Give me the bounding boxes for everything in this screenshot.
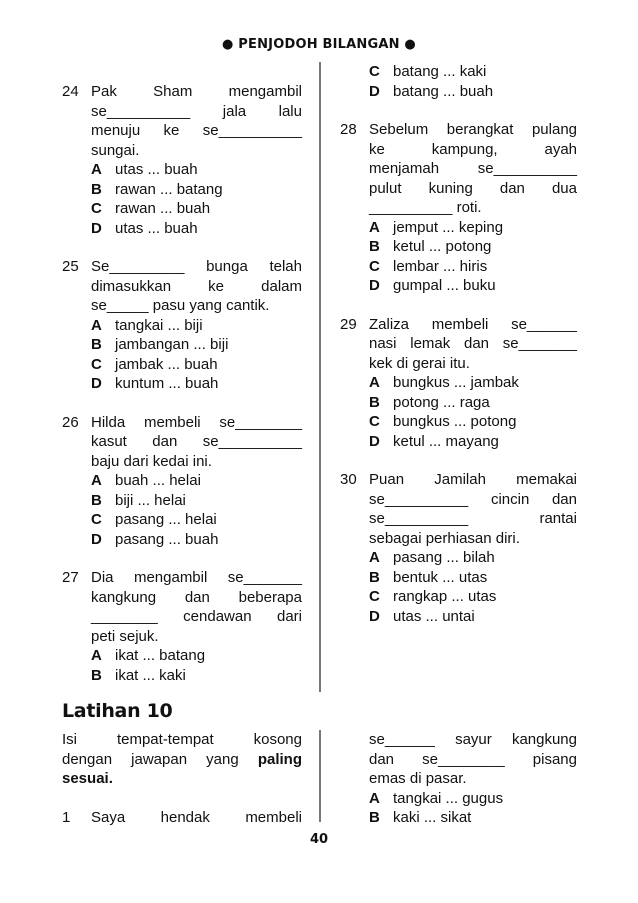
question-line: sungai.	[91, 141, 140, 159]
question-line: peti sejuk.	[91, 627, 159, 645]
option-c: C lembar ... hiris	[369, 257, 488, 275]
option-b: B potong ... raga	[369, 393, 490, 411]
question-27	[62, 568, 302, 685]
question-line: kasut dan se__________	[91, 433, 302, 450]
option-d: D gumpal ... buku	[369, 277, 496, 294]
question-line: Puan Jamilah memakai	[369, 471, 577, 488]
page-header: ● PENJODOH BILANGAN ●	[222, 37, 416, 52]
question-line: Sebelum berangkat pulang	[369, 121, 577, 138]
top-left-column	[62, 82, 302, 685]
question-line: dimasukkan ke dalam	[91, 277, 302, 295]
option-b: B ikat ... kaki	[91, 666, 186, 684]
question-line: kek di gerai itu.	[369, 354, 470, 372]
option-a: A buah ... helai	[91, 472, 201, 489]
option-b: B rawan ... batang	[91, 180, 223, 198]
option-d: D kuntum ... buah	[91, 375, 219, 392]
question-number: 26	[62, 413, 79, 431]
option-c: C pasang ... helai	[91, 511, 217, 528]
option-b: B kaki ... sikat	[369, 809, 472, 826]
section-title: Latihan 10	[62, 700, 173, 722]
question-line: se_____ pasu yang cantik.	[91, 297, 270, 314]
option-a: A pasang ... bilah	[369, 549, 495, 566]
option-d: D utas ... untai	[369, 607, 475, 625]
question-28	[340, 120, 577, 296]
question-line: se__________ jala lalu	[91, 102, 302, 120]
question-line: se__________ rantai	[369, 510, 577, 527]
question-line: pulut kuning dan dua	[369, 179, 577, 197]
option-a: A utas ... buah	[91, 161, 198, 178]
option-d: D ketul ... mayang	[369, 432, 499, 450]
question-1	[62, 808, 302, 828]
instruction-line: Isi tempat-tempat kosong	[62, 731, 302, 748]
top-right-column	[340, 62, 577, 626]
question-line: __________ roti.	[369, 199, 482, 216]
instruction-line: dengan jawapan yang paling	[62, 750, 302, 768]
question-1-continued	[340, 730, 577, 828]
question-number: 25	[62, 258, 79, 275]
option-b: B bentuk ... utas	[369, 568, 488, 586]
question-29	[340, 315, 577, 452]
option-a: A tangkai ... biji	[91, 316, 203, 334]
instruction-line: sesuai.	[62, 770, 113, 787]
option-a: A jemput ... keping	[369, 218, 504, 236]
option-a: A tangkai ... gugus	[369, 789, 504, 807]
question-line: ________ cendawan dari	[91, 608, 302, 625]
column-divider-bottom	[319, 730, 321, 822]
question-line: Hilda membeli se________	[91, 413, 302, 431]
question-number: 1	[62, 808, 71, 826]
question-line: Dia mengambil se_______	[91, 569, 302, 586]
question-number: 24	[62, 83, 79, 100]
option-c: C batang ... kaki	[369, 63, 487, 80]
question-number: 29	[340, 315, 357, 333]
question-line: sebagai perhiasan diri.	[369, 529, 520, 547]
question-line: ke kampung, ayah	[369, 140, 577, 158]
question-line: Pak Sham mengambil	[91, 83, 302, 100]
option-d: D pasang ... buah	[91, 530, 219, 548]
question-26	[62, 413, 302, 550]
question-line: kangkung dan beberapa	[91, 588, 302, 606]
question-line: baju dari kedai ini.	[91, 452, 212, 470]
question-line: se______ sayur kangkung	[369, 731, 577, 748]
option-d: D batang ... buah	[369, 82, 494, 100]
question-number: 28	[340, 121, 357, 138]
question-line: Saya hendak membeli	[91, 808, 302, 826]
bottom-right-column	[340, 730, 577, 828]
question-number: 30	[340, 471, 357, 488]
option-b: B biji ... helai	[91, 491, 186, 509]
question-line: se__________ cincin dan	[369, 490, 577, 508]
question-line: Zaliza membeli se______	[369, 315, 577, 333]
question-27-continued	[340, 62, 577, 101]
question-line: emas di pasar.	[369, 770, 467, 787]
question-line: menuju ke se__________	[91, 122, 302, 139]
question-24	[62, 82, 302, 238]
option-a: A bungkus ... jambak	[369, 374, 519, 391]
option-c: C jambak ... buah	[91, 355, 218, 373]
question-25	[62, 257, 302, 394]
question-line: nasi lemak dan se_______	[369, 335, 577, 352]
question-line: Se_________ bunga telah	[91, 258, 302, 275]
column-divider-top	[319, 62, 321, 692]
option-c: C rawan ... buah	[91, 200, 211, 217]
option-a: A ikat ... batang	[91, 647, 206, 664]
option-b: B ketul ... potong	[369, 238, 492, 255]
bottom-left-column	[62, 730, 302, 827]
page-number: 40	[309, 832, 329, 847]
option-d: D utas ... buah	[91, 219, 198, 237]
option-c: C bungkus ... potong	[369, 413, 517, 430]
option-c: C rangkap ... utas	[369, 588, 497, 605]
question-line: menjamah se__________	[369, 160, 577, 177]
option-b: B jambangan ... biji	[91, 336, 229, 353]
question-number: 27	[62, 569, 79, 586]
question-line: dan se________ pisang	[369, 750, 577, 768]
question-30	[340, 470, 577, 626]
